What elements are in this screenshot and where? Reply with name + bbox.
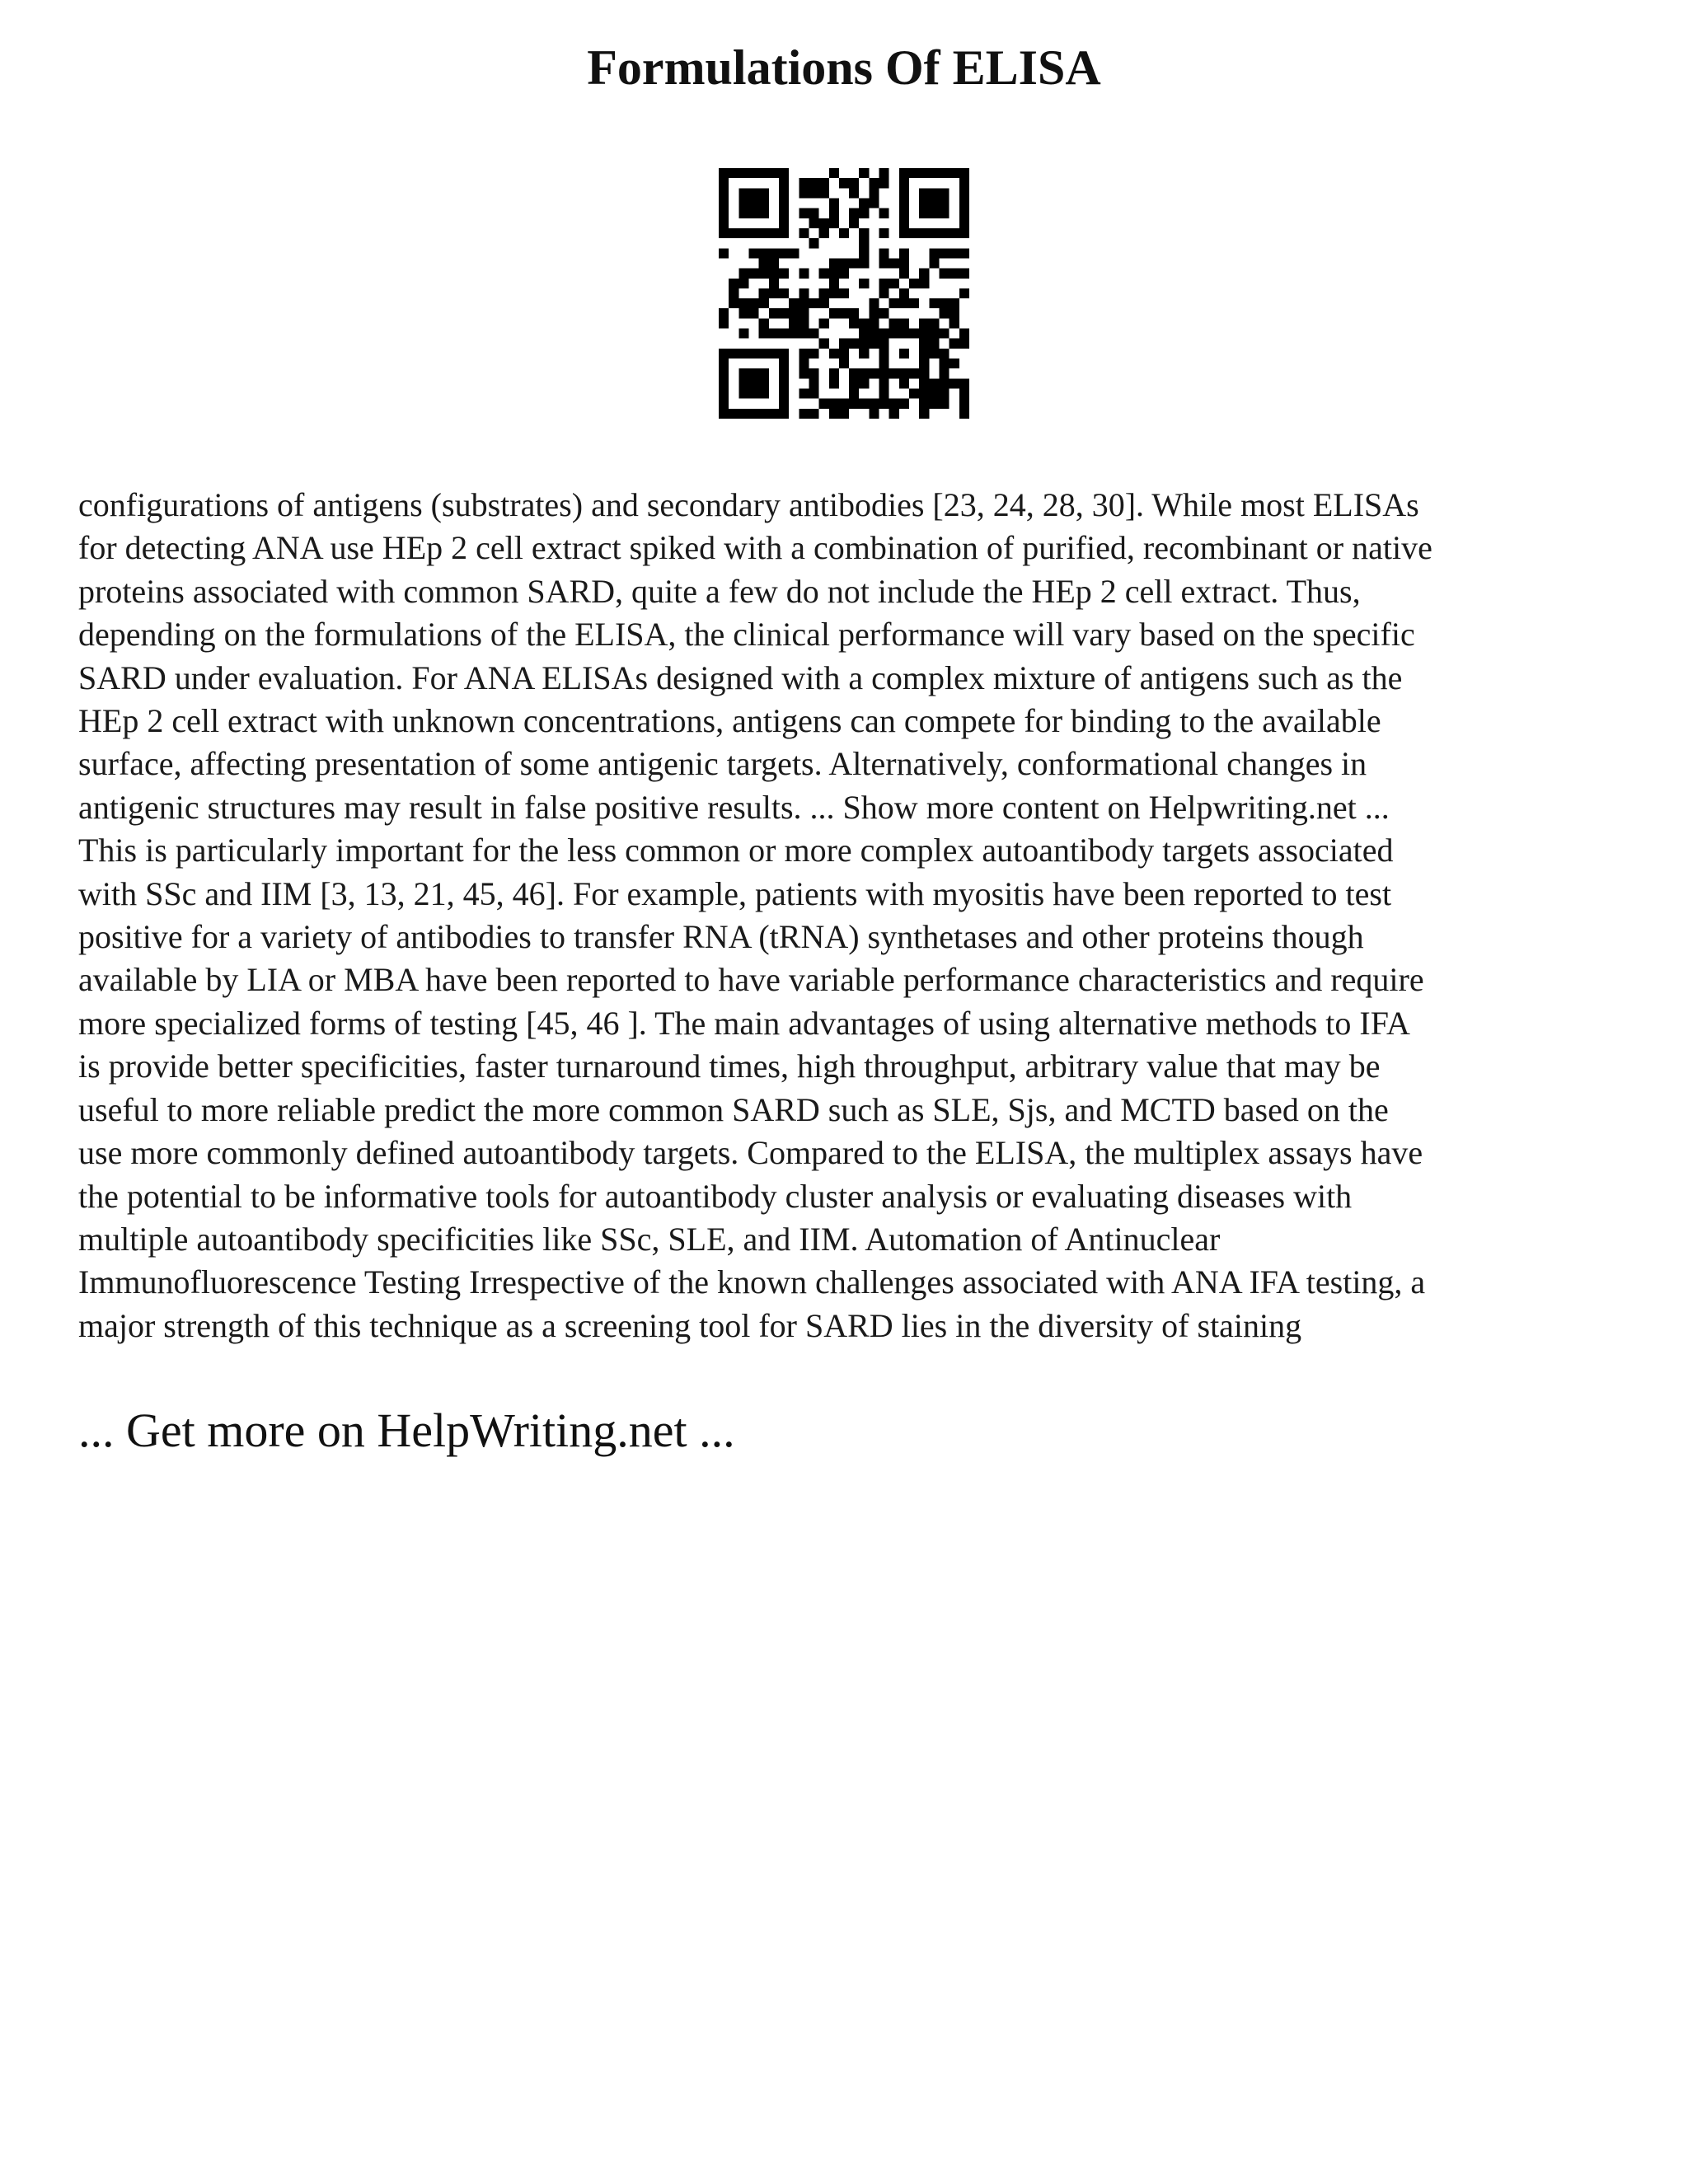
body-line: antigenic structures may result in false positive results. ... Show more content on Helpwriting.net ... — [78, 788, 1390, 826]
body-line: This is particularly important for the less common or more complex autoantibody targets associated — [78, 832, 1394, 869]
body-paragraph — [78, 484, 1628, 1347]
body-line: with SSc and IIM [3, 13, 21, 45, 46]. For example, patients with myositis have been reported to test — [78, 874, 1392, 912]
body-line: proteins associated with common SARD, quite a few do not include the HEp 2 cell extract. Thus, — [78, 572, 1361, 610]
get-more-link[interactable]: ... Get more on HelpWriting.net ... — [78, 1404, 735, 1457]
body-line: is provide better specificities, faster turnaround times, high throughput, arbitrary value that may be — [78, 1047, 1381, 1085]
body-line: depending on the formulations of the ELISA, the clinical performance will vary based on the specific — [78, 616, 1415, 654]
body-line: configurations of antigens (substrates) and secondary antibodies [23, 24, 28, 30]. While most ELISAs — [78, 486, 1419, 523]
page-title: Formulations Of ELISA — [587, 40, 1101, 95]
body-line: the potential to be informative tools for autoantibody cluster analysis or evaluating diseases with — [78, 1177, 1353, 1215]
body-line: positive for a variety of antibodies to transfer RNA (tRNA) synthetases and other proteins though — [78, 918, 1364, 956]
qr-code-image — [719, 168, 969, 419]
body-line: available by LIA or MBA have been reported to have variable performance characteristics and require — [78, 961, 1424, 999]
qr-code[interactable] — [719, 168, 969, 419]
body-line: Immunofluorescence Testing Irrespective of the known challenges associated with ANA IFA testing, a — [78, 1263, 1426, 1301]
body-line: SARD under evaluation. For ANA ELISAs designed with a complex mixture of antigens such as the — [78, 658, 1403, 696]
body-line: multiple autoantibody specificities like SSc, SLE, and IIM. Automation of Antinuclear — [78, 1220, 1221, 1258]
body-line: HEp 2 cell extract with unknown concentrations, antigens can compete for binding to the available — [78, 702, 1381, 740]
body-line: major strength of this technique as a screening tool for SARD lies in the diversity of staining — [78, 1306, 1302, 1344]
body-line: surface, affecting presentation of some antigenic targets. Alternatively, conformational changes in — [78, 745, 1367, 783]
body-line: more specialized forms of testing [45, 46 ]. The main advantages of using alternative methods to IFA — [78, 1004, 1410, 1042]
body-line: use more commonly defined autoantibody targets. Compared to the ELISA, the multiplex assays have — [78, 1134, 1423, 1172]
body-line: for detecting ANA use HEp 2 cell extract spiked with a combination of purified, recombinant or native — [78, 529, 1432, 567]
body-line: useful to more reliable predict the more common SARD such as SLE, Sjs, and MCTD based on the — [78, 1090, 1389, 1128]
